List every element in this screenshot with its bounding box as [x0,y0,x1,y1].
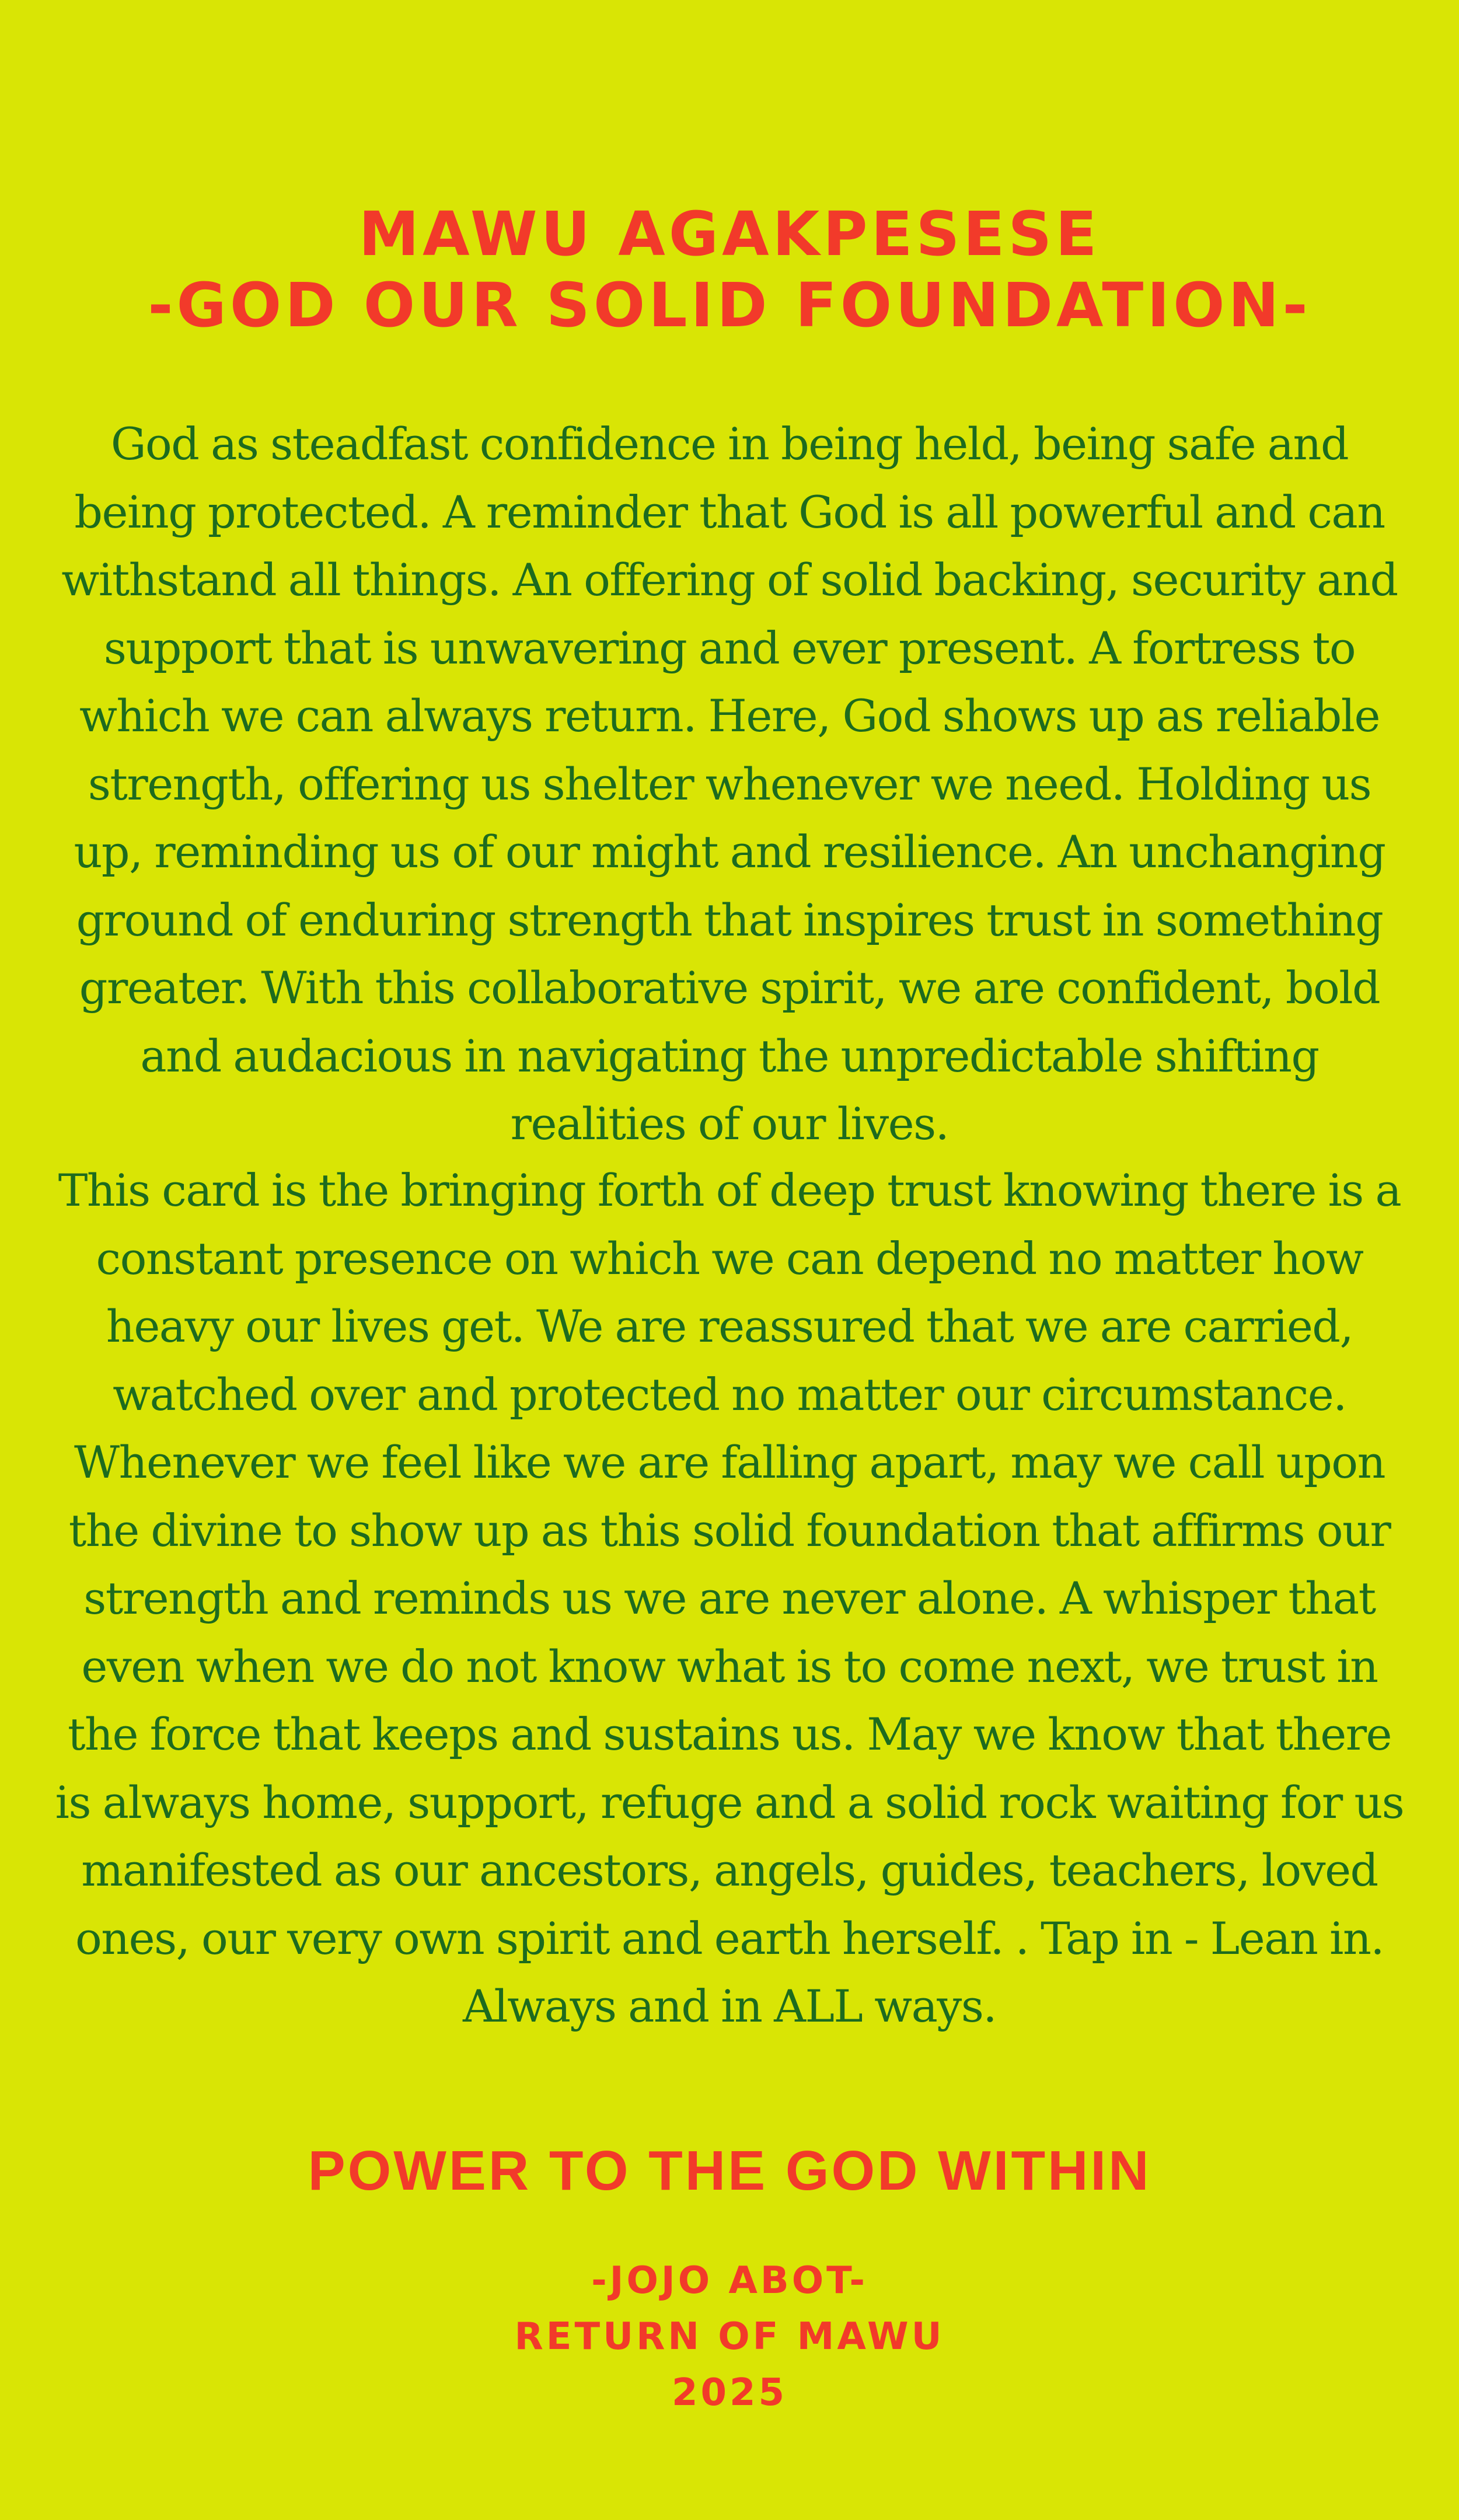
signature-author: -JOJO ABOT- [591,2259,868,2302]
signature-year: 2025 [671,2371,788,2414]
body-paragraph-2: This card is the bringing forth of deep trust knowing there is a constant presence on which we can depend no matter how heavy our lives get. We are reassured that we are carried, watched over and protected no matter our circumstance. Whenever we feel like we are falling apart, may we call upon the divine to show up as this solid foundation that affirms our strength and reminds us we are never alone. A whisper that even when we do not know what is to come next, we trust in the force that keeps and sustains us. May we know that there is always home, support, refuge and a solid rock waiting for us manifested as our ancestors, angels, guides, teachers, loved ones, our very own spirit and earth herself. . Tap in - Lean in. Always and in ALL ways. [55,1164,1404,2032]
title-line-2: -GOD OUR SOLID FOUNDATION- [148,270,1311,341]
signature-block [0,2253,1459,2421]
body-paragraph-1: God as steadfast confidence in being held, being safe and being protected. A reminder that God is all powerful and can withstand all things. An offering of solid backing, security and support that is unwavering and ever present. A fortress to which we can always return. Here, God shows up as reliable strength, offering us shelter whenever we need. Holding us up, reminding us of our might and resilience. An unchanging ground of enduring strength that inspires trust in something greater. With this collaborative spirit, we are confident, bold and audacious in navigating the unpredictable shifting realities of our lives. [61,418,1398,1150]
card-title [0,198,1459,341]
title-line-1: MAWU AGAKPESESE [358,198,1101,270]
signature-work: RETURN OF MAWU [514,2315,945,2358]
closing-affirmation: POWER TO THE GOD WITHIN [308,2139,1151,2202]
